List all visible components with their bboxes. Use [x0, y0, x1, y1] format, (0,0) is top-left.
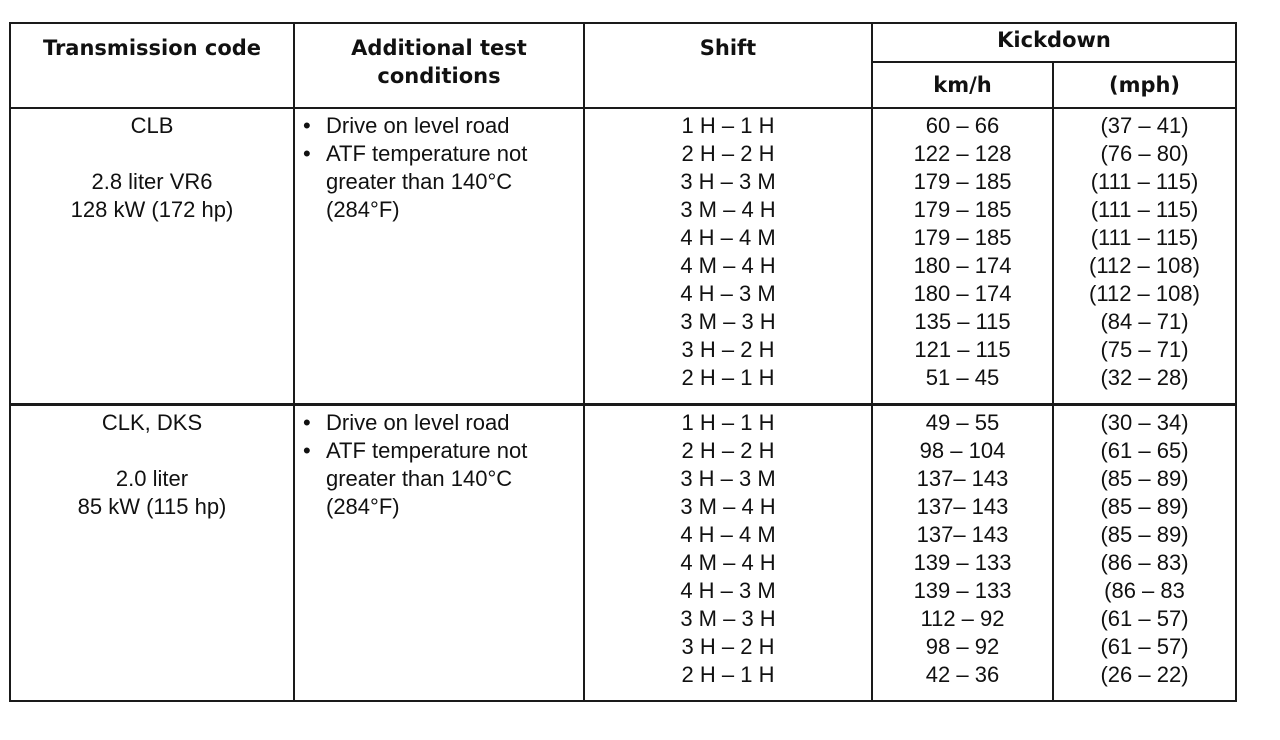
bullet-icon: •: [303, 113, 311, 138]
mph-value: (86 – 83): [1100, 550, 1189, 575]
test-conditions-cell: [294, 108, 584, 405]
transmission-code-cell: [10, 108, 294, 405]
shift-value: 3 M – 3 H: [680, 606, 776, 631]
shift-value: 3 H – 3 M: [680, 466, 776, 491]
shift-value: 3 M – 4 H: [680, 494, 776, 519]
condition-text: ATF temperature not: [326, 438, 528, 463]
condition-text: (284°F): [326, 197, 400, 222]
shift-value: 2 H – 2 H: [681, 438, 775, 463]
shift-value: 3 M – 4 H: [680, 197, 776, 222]
table-header: [10, 23, 1236, 108]
mph-cell: [1053, 108, 1236, 405]
spacer: [11, 437, 293, 465]
kmh-value: 121 – 115: [914, 337, 1011, 362]
mph-value: (30 – 34): [1100, 410, 1189, 435]
header-kmh: km/h: [872, 62, 1053, 108]
shift-value: 1 H – 1 H: [681, 410, 775, 435]
condition-item: [301, 112, 583, 140]
kmh-value: 180 – 174: [913, 253, 1012, 278]
shift-value: 3 H – 2 H: [681, 337, 775, 362]
shift-value: 2 H – 1 H: [681, 662, 775, 687]
engine-power: 85 kW (115 hp): [77, 494, 227, 519]
spacer: [11, 140, 293, 168]
kmh-value: 51 – 45: [925, 365, 1000, 390]
mph-value: (84 – 71): [1100, 309, 1189, 334]
kmh-value: 135 – 115: [914, 309, 1011, 334]
header-kickdown: Kickdown: [872, 23, 1236, 62]
shift-value: 4 H – 3 M: [680, 578, 776, 603]
condition-item: [301, 437, 583, 521]
mph-value: (26 – 22): [1100, 662, 1189, 687]
bullet-icon: •: [303, 438, 311, 463]
shift-value: 1 H – 1 H: [681, 113, 775, 138]
kmh-value: 49 – 55: [925, 410, 1000, 435]
mph-value: (61 – 65): [1100, 438, 1189, 463]
kmh-cell: [872, 405, 1053, 702]
condition-text: (284°F): [326, 494, 400, 519]
shift-value: 4 M – 4 H: [680, 253, 776, 278]
transmission-code-cell: [10, 405, 294, 702]
transmission-code: CLB: [130, 113, 174, 138]
conditions-list: [301, 112, 583, 224]
kmh-cell: [872, 108, 1053, 405]
kmh-value: 112 – 92: [920, 606, 1005, 631]
mph-value: (37 – 41): [1100, 113, 1189, 138]
header-conditions-line2: conditions: [377, 64, 501, 88]
mph-value: (111 – 115): [1090, 169, 1199, 194]
mph-value: (111 – 115): [1090, 197, 1199, 222]
mph-value: (112 – 108): [1089, 281, 1200, 306]
kmh-value: 179 – 185: [913, 197, 1012, 222]
mph-value: (61 – 57): [1100, 634, 1189, 659]
engine-power: 128 kW (172 hp): [70, 197, 234, 222]
shift-value: 2 H – 2 H: [681, 141, 775, 166]
condition-text: Drive on level road: [326, 113, 510, 138]
conditions-list: [301, 409, 583, 521]
kmh-value: 122 – 128: [913, 141, 1012, 166]
group-row: [10, 405, 1236, 702]
kmh-value: 42 – 36: [925, 662, 1000, 687]
group-row: [10, 108, 1236, 405]
kmh-value: 179 – 185: [913, 169, 1012, 194]
shift-value: 2 H – 1 H: [681, 365, 775, 390]
bullet-icon: •: [303, 141, 311, 166]
kmh-value: 139 – 133: [913, 578, 1012, 603]
header-row-1: [10, 23, 1236, 62]
shift-value: 3 M – 3 H: [680, 309, 776, 334]
engine-description: 2.8 liter VR6: [91, 169, 213, 194]
kmh-value: 137– 143: [916, 466, 1009, 491]
mph-value: (85 – 89): [1100, 494, 1189, 519]
mph-value: (111 – 115): [1090, 225, 1199, 250]
bullet-icon: •: [303, 410, 311, 435]
table-body: [10, 108, 1236, 701]
header-shift: Shift: [584, 23, 872, 108]
kmh-value: 137– 143: [916, 494, 1009, 519]
mph-value: (32 – 28): [1100, 365, 1189, 390]
shift-value: 3 H – 3 M: [680, 169, 776, 194]
header-transmission-code: Transmission code: [10, 23, 294, 108]
engine-description: 2.0 liter: [115, 466, 189, 491]
condition-item: [301, 409, 583, 437]
mph-value: (76 – 80): [1100, 141, 1189, 166]
shift-cell: [584, 108, 872, 405]
mph-value: (75 – 71): [1100, 337, 1189, 362]
mph-value: (85 – 89): [1100, 522, 1189, 547]
mph-cell: [1053, 405, 1236, 702]
shift-value: 3 H – 2 H: [681, 634, 775, 659]
kmh-value: 179 – 185: [913, 225, 1012, 250]
kmh-value: 137– 143: [916, 522, 1009, 547]
condition-text: greater than 140°C: [326, 466, 513, 491]
shift-cell: [584, 405, 872, 702]
mph-value: (61 – 57): [1100, 606, 1189, 631]
shift-value: 4 M – 4 H: [680, 550, 776, 575]
mph-value: (86 – 83: [1104, 578, 1185, 603]
kickdown-table: [9, 22, 1237, 702]
shift-value: 4 H – 4 M: [680, 522, 776, 547]
kmh-value: 180 – 174: [913, 281, 1012, 306]
header-additional-test-conditions: [294, 23, 584, 108]
header-mph: (mph): [1053, 62, 1236, 108]
transmission-code: CLK, DKS: [101, 410, 203, 435]
shift-value: 4 H – 3 M: [680, 281, 776, 306]
shift-value: 4 H – 4 M: [680, 225, 776, 250]
condition-text: greater than 140°C: [326, 169, 513, 194]
condition-text: ATF temperature not: [326, 141, 528, 166]
condition-text: Drive on level road: [326, 410, 510, 435]
condition-item: [301, 140, 583, 224]
header-conditions-line1: Additional test: [351, 36, 527, 60]
kmh-value: 98 – 104: [919, 438, 1006, 463]
mph-value: (85 – 89): [1100, 466, 1189, 491]
mph-value: (112 – 108): [1089, 253, 1200, 278]
kmh-value: 60 – 66: [925, 113, 1000, 138]
kmh-value: 139 – 133: [913, 550, 1012, 575]
kmh-value: 98 – 92: [925, 634, 1000, 659]
test-conditions-cell: [294, 405, 584, 702]
